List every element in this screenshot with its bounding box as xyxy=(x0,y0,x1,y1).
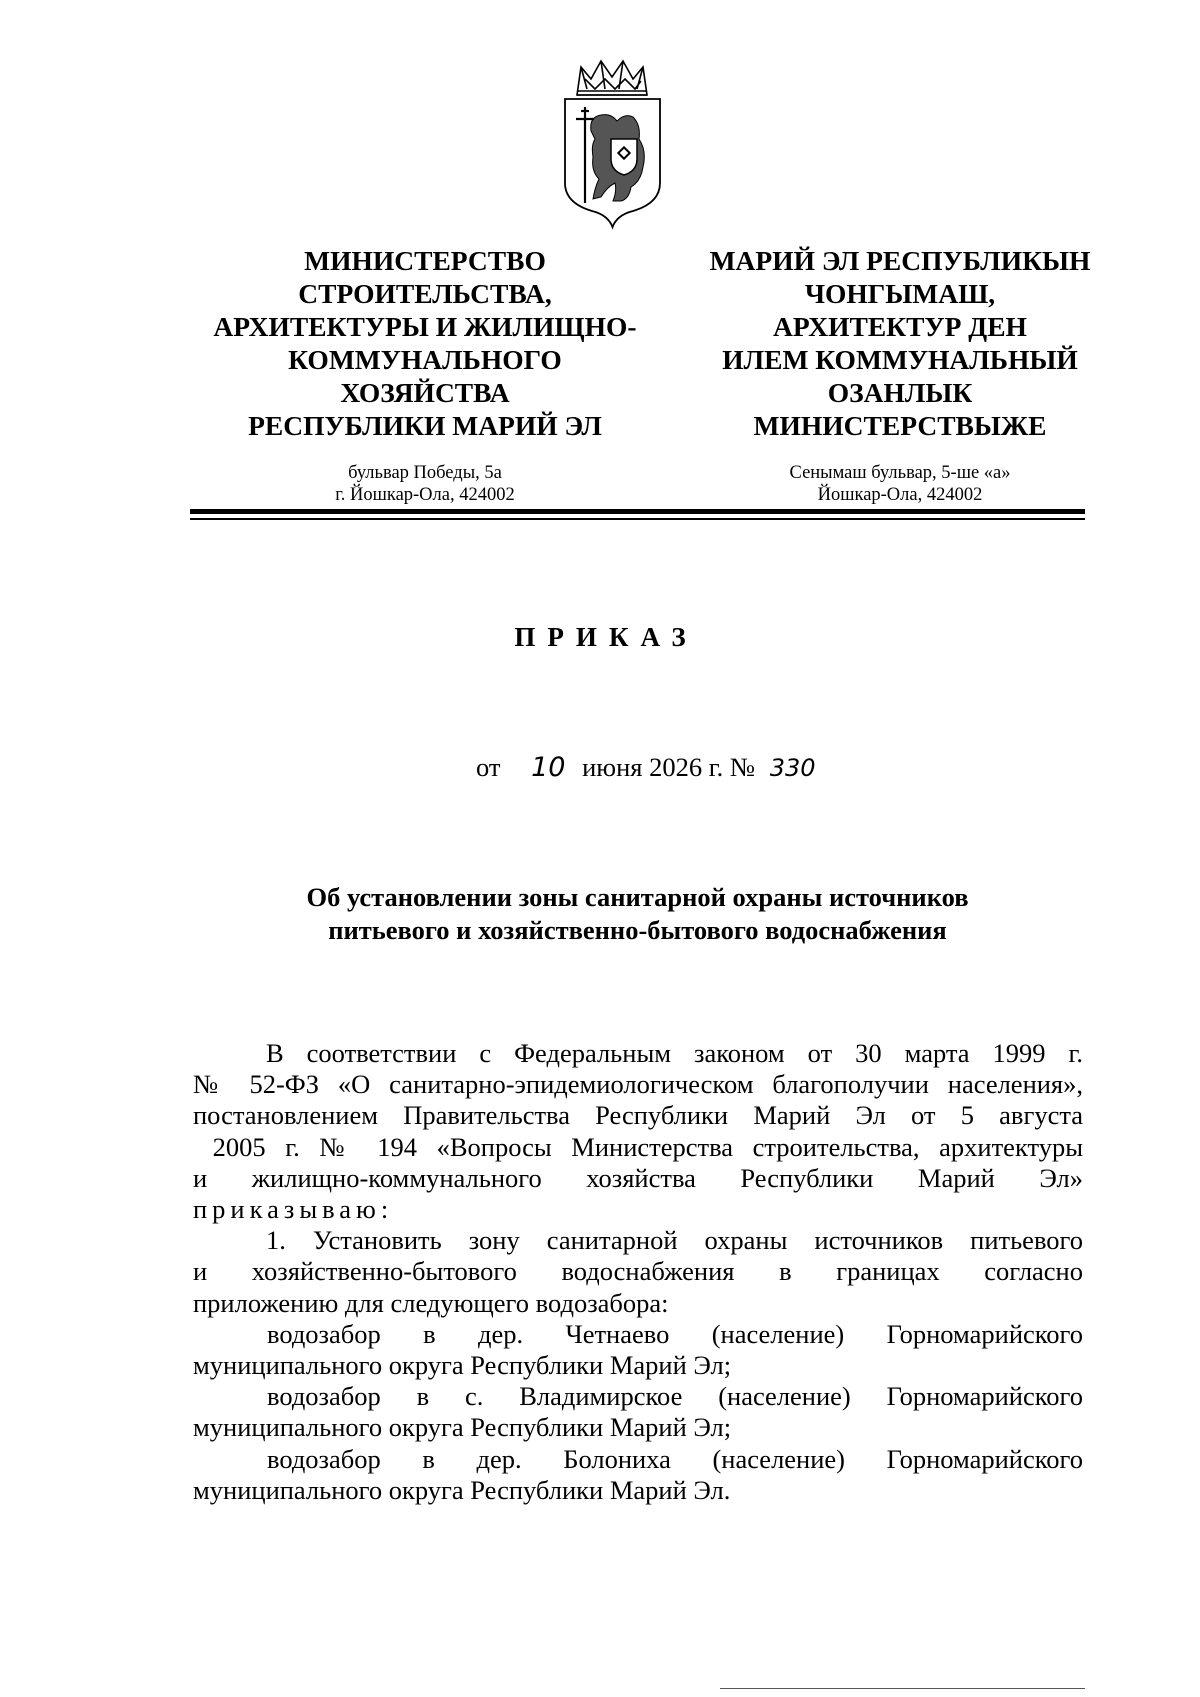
body-line: В соответствии с Федеральным законом от 30 марта 1999 г. xyxy=(266,1038,1083,1068)
body-line: и хозяйственно-бытового водоснабжения в границах согласно xyxy=(193,1256,1083,1287)
body-line: № 52-ФЗ «О санитарно-эпидемиологическом благополучии населения», xyxy=(193,1069,1083,1100)
header-divider-thick xyxy=(190,509,1085,514)
address-line: бульвар Победы, 5а xyxy=(348,463,502,483)
header-line: ИЛЕМ КОММУНАЛЬНЫЙ xyxy=(722,344,1078,375)
header-line: АРХИТЕКТУР ДЕН xyxy=(773,311,1027,342)
body-line: постановлением Правительства Республики Марий Эл от 5 августа xyxy=(193,1100,1083,1131)
order-title: ПРИКАЗ xyxy=(514,622,698,652)
body-line: муниципального округа Республики Марий Эл. xyxy=(193,1474,731,1505)
address-line: Сенымаш бульвар, 5-ше «а» xyxy=(789,463,1011,483)
address-line: г. Йошкар-Ола, 424002 xyxy=(335,485,515,505)
coat-of-arms-emblem xyxy=(555,55,670,230)
footer-line xyxy=(720,1688,1085,1689)
handwritten-day: 10 xyxy=(531,752,566,783)
header-line: ХОЗЯЙСТВА xyxy=(340,377,510,408)
header-line: СТРОИТЕЛЬСТВА, xyxy=(298,278,552,309)
body-line: муниципального округа Республики Марий Эл; xyxy=(193,1412,732,1443)
address-line: Йошкар-Ола, 424002 xyxy=(817,485,983,505)
water-intake-item: водозабор в дер. Четнаево (население) Горномарийского xyxy=(267,1318,1083,1349)
header-line: МИНИСТЕРСТВО xyxy=(304,245,546,276)
handwritten-number: 330 xyxy=(769,754,816,782)
ministry-header-russian xyxy=(190,244,660,506)
body-line: приложению для следующего водозабора: xyxy=(193,1287,669,1318)
header-line: РЕСПУБЛИКИ МАРИЙ ЭЛ xyxy=(248,410,602,441)
ministry-address-mari xyxy=(665,462,1135,506)
order-date-line xyxy=(476,752,816,783)
header-line: ЧОНГЫМАШ, xyxy=(804,278,996,309)
body-line: и жилищно-коммунального хозяйства Республики Марий Эл» xyxy=(193,1162,1083,1193)
header-line: АРХИТЕКТУРЫ И ЖИЛИЩНО- xyxy=(213,311,637,342)
ministry-header-mari xyxy=(665,244,1135,506)
water-intake-item: водозабор в с. Владимирское (население) Горномарийского xyxy=(267,1381,1083,1412)
subject-line: Об установлении зоны санитарной охраны источников xyxy=(306,882,969,912)
date-prefix: от xyxy=(476,752,501,782)
ministry-address-russian xyxy=(190,462,660,506)
header-line: МАРИЙ ЭЛ РЕСПУБЛИКЫН xyxy=(709,245,1091,276)
body-line-orders: приказываю: xyxy=(193,1194,394,1225)
water-intake-item: водозабор в дер. Болониха (население) Горномарийского xyxy=(267,1443,1083,1474)
order-subject xyxy=(190,881,1085,947)
header-line: ОЗАНЛЫК xyxy=(827,377,973,408)
body-line: муниципального округа Республики Марий Эл; xyxy=(193,1350,732,1381)
order-body xyxy=(193,1038,1083,1506)
header-line: МИНИСТЕРСТВЫЖЕ xyxy=(753,410,1047,441)
header-line: КОММУНАЛЬНОГО xyxy=(288,344,562,375)
date-text: июня 2026 г. № xyxy=(582,752,756,782)
header-divider-thin xyxy=(190,518,1085,520)
body-line: 2005 г. № 194 «Вопросы Министерства строительства, архитектуры xyxy=(193,1131,1083,1162)
subject-line: питьевого и хозяйственно-бытового водоснабжения xyxy=(328,915,947,945)
body-line: 1. Установить зону санитарной охраны источников питьевого xyxy=(266,1225,1083,1256)
